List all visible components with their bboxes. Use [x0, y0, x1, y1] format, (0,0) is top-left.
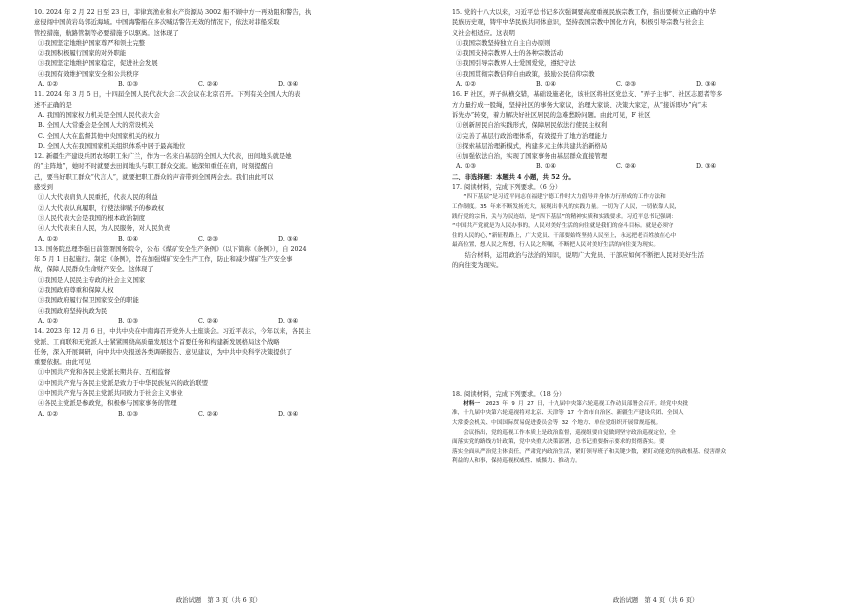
- answer-choices: [452, 162, 852, 172]
- statement-option: ①我国宗教坚持独立自主自办原则: [456, 39, 551, 47]
- question-stem-line: 11. 2024 年 3 月 5 日，十四届全国人民代表大会二次会议在北京召开。下列有关全国人大的表: [34, 91, 301, 99]
- material-line-text: 2023 年 9 月 27 日，十九届中央第六轮巡视工作动员部署会召开。经党中央批: [485, 400, 689, 407]
- answer-choice-c[interactable]: C. ②③: [198, 235, 218, 243]
- question-12: [34, 152, 439, 245]
- material-line: 最高位置，想人民之所想，行人民之所嘱，不断把人民对美好生活的向往变为现实。: [452, 242, 659, 249]
- answer-choice-a[interactable]: A. ①②: [456, 81, 476, 89]
- statement-option: ④我国有效维护国家安全和公共秩序: [38, 70, 139, 78]
- answer-choice-d[interactable]: D. ③④: [278, 317, 299, 325]
- statement-option: ①中国共产党和各民主党派长期共存、互相监督: [38, 369, 171, 377]
- answer-choice-c[interactable]: C. ②④: [198, 317, 218, 325]
- question-title: 17. 阅读材料，完成下列要求。（6 分）: [452, 184, 562, 192]
- question-stem-line: 12. 新疆生产建设兵团农场职工朱广兰，作为一名来自基层的全国人大代表，田间地头就是她: [34, 153, 292, 161]
- statement-option: ③我国坚定地维护国家稳定，促进社会发展: [38, 60, 158, 68]
- answer-choice-d[interactable]: D. ③④: [278, 81, 299, 89]
- statement-option: ①我国坚定地维护国家尊严和领土完整: [38, 39, 146, 47]
- question-stem-line: 己，要当好职工群众“代言人”，就要把职工群众的声音带到全国两会去。我们由此可以: [34, 173, 274, 181]
- answer-choices: [34, 410, 439, 420]
- answer-choice-a[interactable]: A. ①②: [38, 235, 58, 243]
- answer-space[interactable]: [452, 272, 852, 390]
- statement-option: ④各民主党派是参政党，积极参与国家事务的管理: [38, 400, 177, 408]
- question-10: [34, 8, 439, 90]
- answer-choice-a[interactable]: A. ①②: [38, 81, 58, 89]
- answer-choices: [452, 80, 852, 90]
- material-line: 落实全面从严治党主体责任，严肃党内政治生活，紧盯领导班子和关键少数，紧盯动能党的执政根基、侵害群众: [452, 448, 727, 455]
- statement-option: ②完善了基层行政治理体系，有效提升了地方治理能力: [456, 132, 608, 140]
- statement-option: ①我国是人民民主专政的社会主义国家: [38, 276, 146, 284]
- answer-option-a[interactable]: A. 我国的国家权力机关是全国人民代表大会: [38, 111, 160, 119]
- page-footer-left: 政治试题 第 3 页（共 6 页）: [176, 597, 262, 604]
- answer-choice-c[interactable]: C. ②④: [198, 410, 218, 418]
- question-stem-line: 15. 党的十八大以来，习近平总书记多次强调要高度重视民族宗教工作，指出要树立正确的中华: [452, 9, 716, 16]
- material-heading: 材料一: [463, 400, 480, 407]
- question-18: [452, 390, 852, 467]
- answer-option-b[interactable]: B. 全国人大常委会是全国人大的常设机关: [38, 122, 154, 130]
- answer-choice-b[interactable]: B. ①③: [118, 317, 138, 325]
- task-line: 结合材料，运用政治与法治的知识，说明广大党员、干部应如何不断把人民对美好生活: [464, 251, 704, 259]
- statement-option: ④人大代表来自人民，为人民服务，对人民负责: [38, 225, 171, 233]
- question-stem-line: 故，保障人民群众生命财产安全。这体现了: [34, 266, 154, 274]
- task-line: 的向往变为现实。: [452, 262, 503, 270]
- answer-choice-c[interactable]: C. ②③: [616, 81, 636, 89]
- question-stem-line: 的“主阵地”，她时不时就要去田间地头与职工群众交流。她深知重任在肩，时刻提醒自: [34, 163, 274, 171]
- question-stem-line: 14. 2023 年 12 月 6 日，中共中央在中南海召开党外人士座谈会。习近平表示，今年以来，各民主: [34, 328, 311, 336]
- material-line: 住的人民的心，”新征程路上，广大党员、干部要始终坚持人民至上，永远把老百姓放在心中: [452, 232, 677, 239]
- statement-option: ②我国支持宗教界人士的各种宗教活动: [456, 50, 564, 58]
- answer-choices: [34, 80, 439, 90]
- question-title: 18. 阅读材料，完成下列要求。（18 分）: [452, 390, 566, 398]
- question-stem-line: 诉先办”转变，着力解决好社区居民的急难愁盼问题。由此可见，F 社区: [452, 111, 651, 119]
- statement-option: ③我国引导宗教界人士爱国爱党，遵纪守法: [456, 60, 576, 68]
- material-line: “中国共产党就是为人民办事的，人民对美好生活的向往就是我们的奋斗目标。就是必须守: [452, 223, 674, 230]
- material-line: 会议指出，党的巡视工作本质上是政治监督，巡视组要自觉做到坚守政治巡视定位，全: [463, 429, 676, 436]
- statement-option: ③探索基层治理新模式，构建多元主体共建共治新格局: [456, 142, 608, 150]
- question-stem-line: 任务，深入开展调研，向中共中央报送各类调研报告、意见建议，为中共中央科学决策提供了: [34, 348, 293, 356]
- answer-choice-a[interactable]: A. ①③: [456, 163, 476, 171]
- statement-option: ①创新居民自治实践形式，保障居民依法行使民主权利: [456, 122, 608, 130]
- question-11: [34, 90, 439, 152]
- question-stem-line: 年 5 月 1 日起施行。制定《条例》，旨在加强煤矿安全生产工作，防止和减少煤矿生产安全事: [34, 256, 293, 264]
- answer-choice-d[interactable]: D. ③④: [696, 81, 717, 89]
- page-footer-right: 政治试题 第 4 页（共 6 页）: [613, 597, 699, 604]
- answer-choice-b[interactable]: B. ①③: [118, 81, 138, 89]
- statement-option: ②中国共产党与各民主党派是致力于中华民族复兴的政治联盟: [38, 379, 209, 387]
- statement-option: ③中国共产党与各民主党派共同致力于社会主义事业: [38, 389, 183, 397]
- material-line: 践行党的宗旨，关与为民连结，是“四下基层”的精神实质和实践要求。习近平总书记强调：: [452, 213, 677, 220]
- right-column: [452, 8, 852, 467]
- material-line: 大常委会机关、中国国际贸易促进委员会等 32 个地方、单位党组织开展常规巡视。: [452, 419, 662, 426]
- question-stem-line: 民族历史观，铸牢中华民族共同体意识，坚持我国宗教中国化方向，积极引导宗教与社会主: [452, 19, 704, 27]
- answer-choice-c[interactable]: C. ②④: [616, 163, 636, 171]
- material-line: [452, 400, 852, 410]
- statement-option: ④加强依法自治，实现了国家事务由基层群众直接管理: [456, 153, 608, 161]
- question-stem-line: 义社会相适应。这表明: [452, 29, 515, 37]
- material-line: 工作制度。35 年来不断发扬光大，展现出非凡的实践力量。一切为了人民，一切依靠人民，: [452, 203, 681, 210]
- question-stem-line: 重要依据。由此可见: [34, 359, 91, 367]
- statement-option: ③我国政府履行保卫国家安全的职能: [38, 297, 139, 305]
- statement-option: ①人大代表肩负人民重托，代表人民的利益: [38, 194, 158, 202]
- statement-option: ②我国政府尊重和保障人权: [38, 287, 114, 295]
- question-stem-line: 意侵闯中国黄岩岛邻近海域。中国海警船在多次喊话警告无效的情况下，依法对菲船采取: [34, 19, 280, 27]
- statement-option: ④我国政府坚持执政为民: [38, 307, 108, 315]
- section-heading: 二、非选择题：本题共 4 小题，共 52 分。: [452, 173, 575, 181]
- question-16: [452, 90, 852, 172]
- answer-option-c[interactable]: C. 全国人大在监督其他中央国家机关的权力: [38, 132, 160, 140]
- question-stem-line: 述不正确的是: [34, 101, 72, 109]
- answer-choice-b[interactable]: B. ①③: [118, 410, 138, 418]
- question-stem-line: 管控措施，航路管制等必要措施予以驱离。这体现了: [34, 29, 179, 37]
- left-column: [34, 8, 439, 420]
- answer-choice-b[interactable]: B. ①④: [536, 81, 556, 89]
- question-stem-line: 16. F 社区，弄子纵横交错，基础设施老化，该社区将社区党总支、“弄子主事”、社区志愿者等多: [452, 91, 723, 99]
- answer-choice-d[interactable]: D. ③④: [278, 235, 299, 243]
- material-line: “四下基层”是习近平同志在福建宁德工作时大力倡导并身体力行形成的工作方法和: [463, 194, 666, 201]
- statement-option: ④我国贯彻宗教信仰自由政策，鼓励公民信仰宗教: [456, 70, 595, 78]
- question-14: [34, 327, 439, 420]
- answer-choice-a[interactable]: A. ①②: [38, 317, 58, 325]
- material-text: [452, 400, 852, 467]
- statement-option: ②我国积极履行国家的对外职能: [38, 50, 127, 58]
- answer-choice-d[interactable]: D. ③④: [278, 410, 299, 418]
- question-stem-line: 党派、工商联和无党派人士紧紧围绕高质量发展这个首要任务和构建新发展格局这个战略: [34, 338, 280, 346]
- question-15: [452, 8, 852, 90]
- answer-choice-a[interactable]: A. ①②: [38, 410, 58, 418]
- answer-choice-c[interactable]: C. ②④: [198, 81, 218, 89]
- material-line: 面落实党的路线方针政策，党中央重大决策部署，总书记重要指示要求的贯彻落实。要: [452, 439, 665, 446]
- answer-option-d[interactable]: D. 全国人大在我国国家机关组织体系中居于最高地位: [38, 142, 186, 150]
- answer-choices: [34, 317, 439, 327]
- answer-choice-b[interactable]: B. ①④: [536, 163, 556, 171]
- question-stem-line: 13. 国务院总理李强日前签署国务院令，公布《煤矿安全生产条例》（以下简称《条例》），自 2024: [34, 245, 307, 253]
- question-13: [34, 245, 439, 327]
- question-stem-line: 感受到: [34, 184, 53, 192]
- material-text: [452, 193, 852, 251]
- material-line: 准，十九届中央第六轮巡视将对北京、天津等 17 个省市自治区、新疆生产建设兵团、全国人: [452, 410, 684, 417]
- statement-option: ②人大代表认真履职，行使法律赋予的参政权: [38, 204, 164, 212]
- answer-choice-b[interactable]: B. ①④: [118, 235, 138, 243]
- answer-choice-d[interactable]: D. ③④: [696, 163, 717, 171]
- statement-option: ③人民代表大会是我国的根本政治制度: [38, 214, 146, 222]
- question-17: [452, 183, 852, 389]
- question-stem-line: 方力量拧成一股绳，坚持社区的事务大家议，治理大家谈、决策大家定，从“接诉即办”向“未: [452, 101, 708, 109]
- answer-choices: [34, 235, 439, 245]
- question-stem-line: 10. 2024 年 2 月 22 日至 23 日，菲律宾渔业和水产资源局 3002 船不顾中方一再劝阻和警告，执: [34, 9, 312, 16]
- material-line: 利益的人和事，保持巡视权威性、威慑力、推动力。: [452, 458, 581, 465]
